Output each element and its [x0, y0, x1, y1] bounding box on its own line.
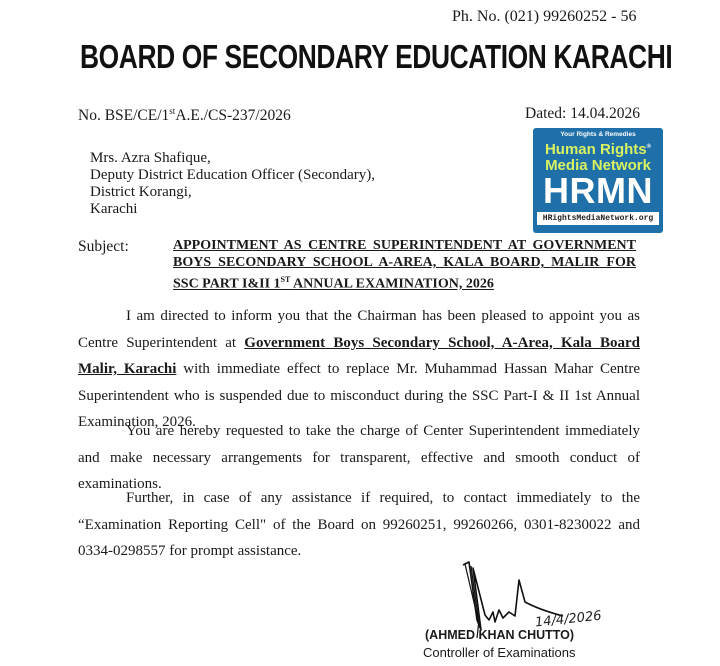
subject-text: APPOINTMENT AS CENTRE SUPERINTENDENT AT GOVERNMENT BOYS SECONDARY SCHOOL A-AREA, KALA BOARD, MALIR FOR SSC PART I&II 1ST ANNUAL EXAMINATION, 2026: [173, 238, 636, 292]
logo-url: HRightsMediaNetwork.org: [537, 212, 659, 225]
letter-date: Dated: 14.04.2026: [525, 105, 640, 122]
logo-line1: Human Rights®: [544, 141, 652, 158]
recipient-name: Mrs. Azra Shafique,: [90, 150, 211, 166]
phone-number: Ph. No. (021) 99260252 - 56: [452, 8, 637, 25]
school-name: Government Boys Secondary School, A-Area, Kala Board Malir, Karachi: [78, 334, 641, 377]
signatory-name: (AHMED KHAN CHUTTO): [425, 628, 575, 642]
recipient-address: [90, 150, 375, 218]
body-paragraph-appointment: I am directed to inform you that the Chairman has been pleased to appoint you as Centre Superintendent at Government Boys Secondary School, A-Area, Kala Board Malir, Karachi with immediate effect to replace Mr. Muhammad Hassan Mahar Centre Superintendent who is suspended due to misconduct during the SSC Part-I & II 1st Annual Examination, 2026.: [78, 308, 641, 430]
logo-tagline: Your Rights & Remedies: [560, 131, 636, 138]
logo-acronym: HRMN: [543, 170, 653, 211]
subject-label: Subject:: [78, 238, 129, 255]
body-paragraph-charge: You are hereby requested to take the charge of Center Superintendent immediately and make necessary arrangements for transparent, effective and smooth conduct of examinations.: [78, 423, 640, 492]
recipient-district: District Korangi,: [90, 184, 192, 200]
signatory-title: Controller of Examinations: [423, 645, 576, 660]
logo-line2: Media Network: [545, 157, 651, 174]
reference-number: No. BSE/CE/1stA.E./CS-237/2026: [78, 106, 291, 125]
body-paragraph-contact: Further, in case of any assistance if required, to contact immediately to the “Examination Reporting Cell" of the Board on 99260251, 99260266, 0301-8230022 and 0334-0298557 for prompt assistance.: [78, 490, 640, 559]
handwritten-date: 14/4/2026: [534, 608, 603, 631]
recipient-designation: Deputy District Education Officer (Secondary),: [90, 167, 376, 183]
recipient-city: Karachi: [90, 201, 138, 217]
organization-title: BOARD OF SECONDARY EDUCATION KARACHI: [80, 38, 673, 75]
hrmn-watermark-logo: [533, 128, 663, 233]
